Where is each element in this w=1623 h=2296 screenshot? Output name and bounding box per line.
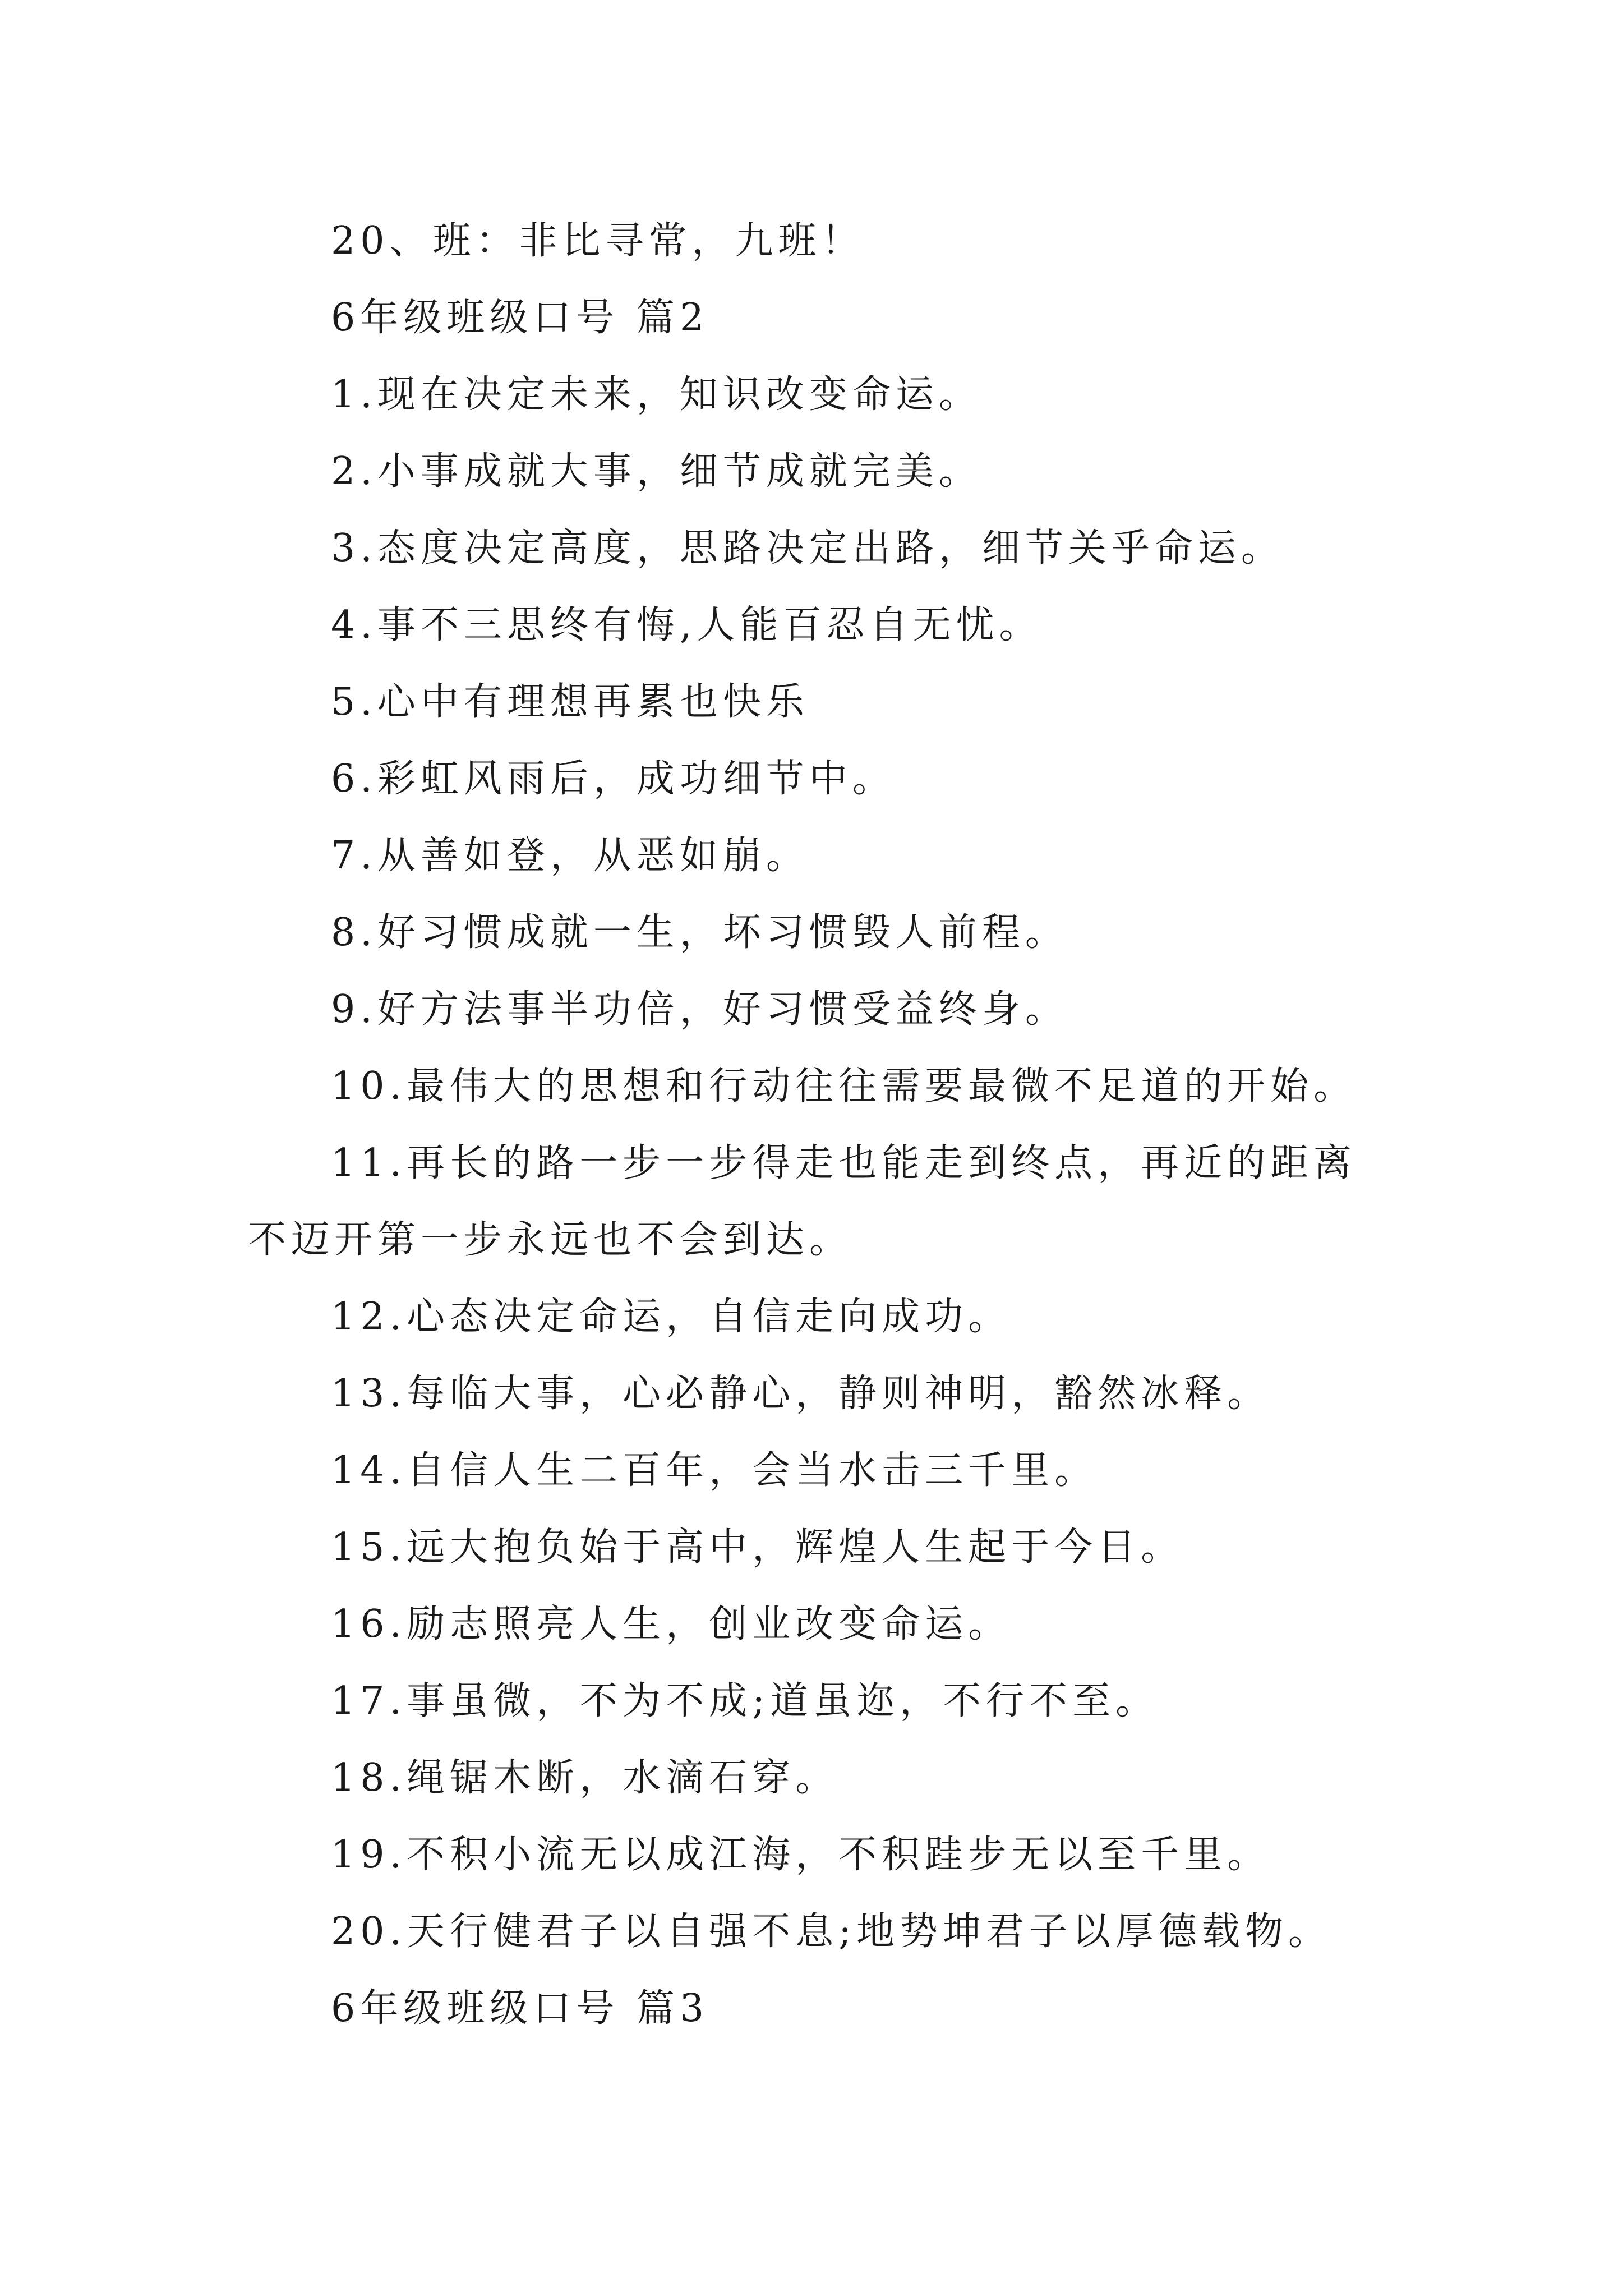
text-line: 6.彩虹风雨后，成功细节中。 xyxy=(331,757,896,801)
text-line: 20.天行健君子以自强不息;地势坤君子以厚德载物。 xyxy=(331,1910,1332,1954)
text-line: 13.每临大事，心必静心，静则神明，豁然冰释。 xyxy=(331,1372,1271,1416)
text-line: 5.心中有理想再累也快乐 xyxy=(331,680,809,724)
text-line-continuation: 不迈开第一步永远也不会到达。 xyxy=(248,1218,853,1262)
section-heading: 6年级班级口号 篇3 xyxy=(331,1986,709,2031)
text-line: 7.从善如登，从恶如崩。 xyxy=(331,834,809,878)
section-heading: 6年级班级口号 篇2 xyxy=(331,296,709,340)
text-line: 19.不积小流无以成江海，不积跬步无以至千里。 xyxy=(331,1833,1271,1877)
text-line: 9.好方法事半功倍，好习惯受益终身。 xyxy=(331,987,1068,1032)
text-line: 18.绳锯木断，水滴石穿。 xyxy=(331,1756,839,1800)
text-line: 8.好习惯成就一生，坏习惯毁人前程。 xyxy=(331,910,1068,955)
text-line: 2.小事成就大事，细节成就完美。 xyxy=(331,449,982,494)
text-line: 16.励志照亮人生，创业改变命运。 xyxy=(331,1602,1012,1646)
text-line: 11.再长的路一步一步得走也能走到终点，再近的距离 xyxy=(331,1141,1357,1185)
text-line: 10.最伟大的思想和行动往往需要最微不足道的开始。 xyxy=(331,1064,1357,1108)
text-line: 15.远大抱负始于高中，辉煌人生起于今日。 xyxy=(331,1525,1184,1570)
text-line: 4.事不三思终有悔,人能百忍自无忧。 xyxy=(331,603,1043,647)
text-line: 14.自信人生二百年，会当水击三千里。 xyxy=(331,1448,1098,1493)
text-line: 20、班：非比寻常，九班！ xyxy=(331,219,865,263)
text-line: 17.事虽微，不为不成;道虽迩，不行不至。 xyxy=(331,1679,1159,1723)
text-line: 3.态度决定高度，思路决定出路，细节关乎命运。 xyxy=(331,526,1284,570)
text-line: 1.现在决定未来，知识改变命运。 xyxy=(331,372,982,417)
text-line: 12.心态决定命运，自信走向成功。 xyxy=(331,1295,1012,1339)
